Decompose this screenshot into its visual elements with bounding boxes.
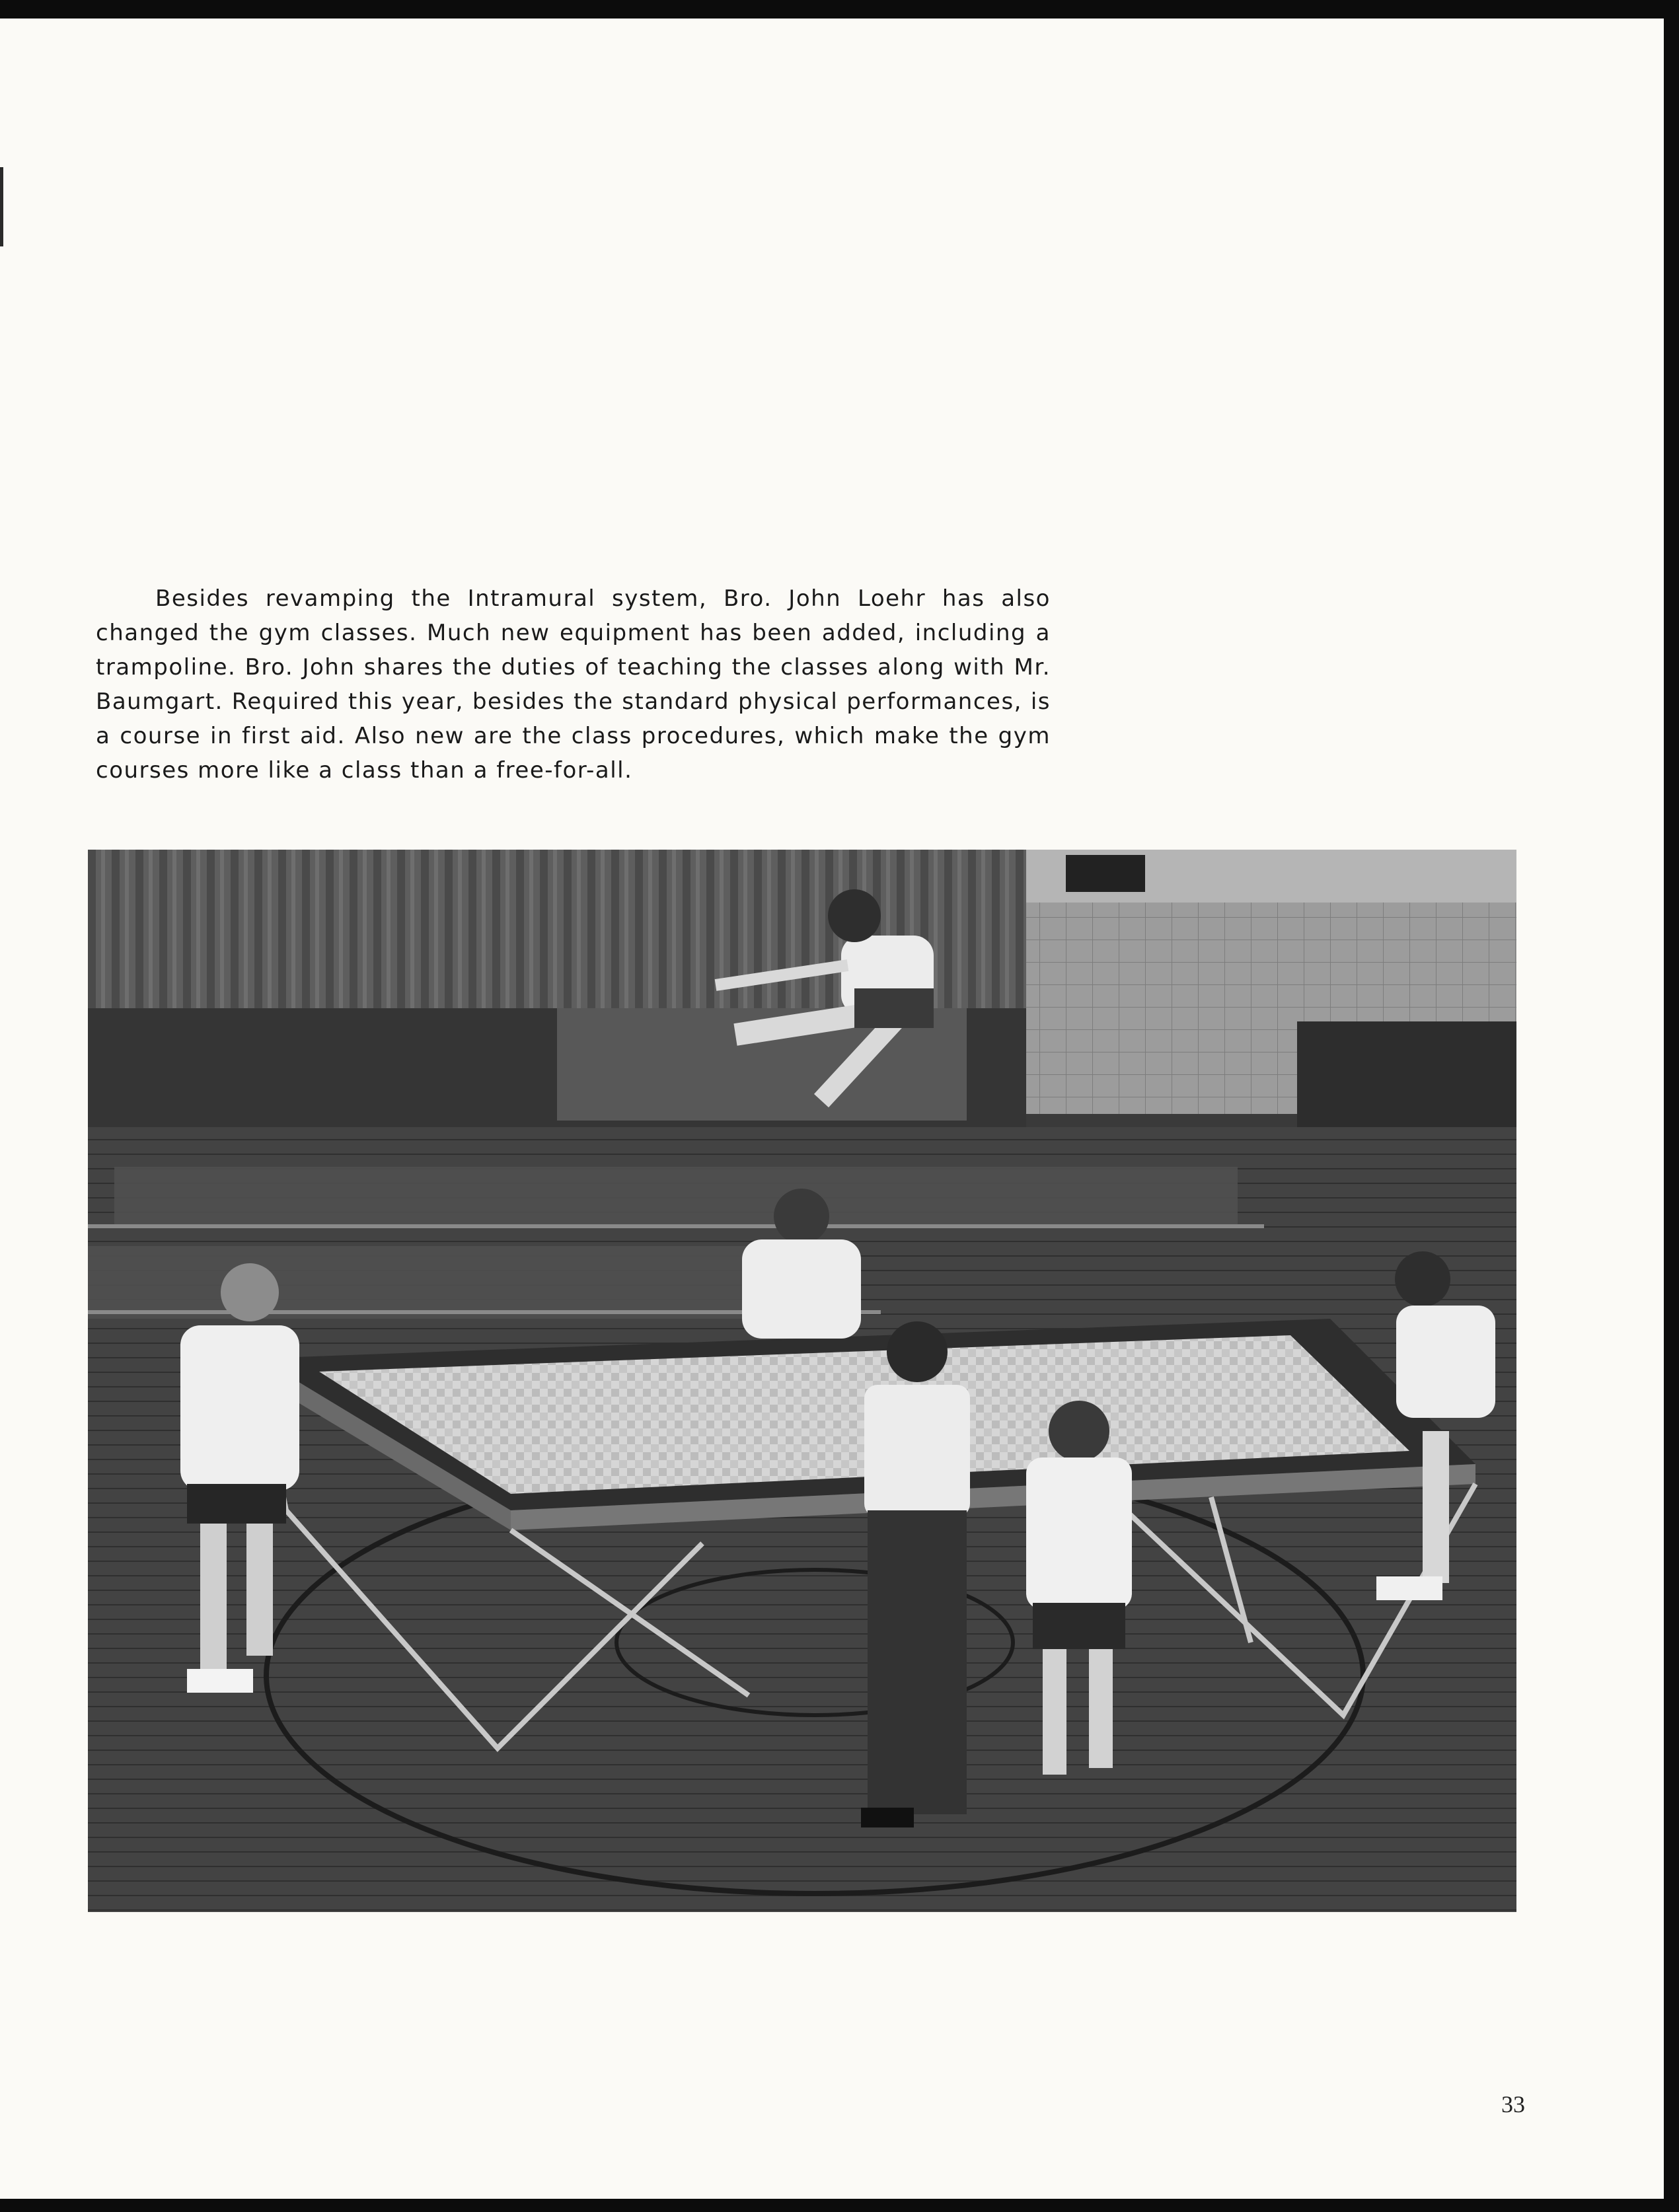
page-number: 33 — [1501, 2091, 1525, 2118]
trampoline-photo — [88, 850, 1516, 1912]
binding-mark — [0, 167, 3, 246]
teacher — [861, 1321, 970, 1827]
caption-paragraph — [96, 581, 1051, 788]
caption-text: Besides revamping the Intramural system, Bro. John Loehr has also changed the gym classes. Much new equipment has been added, including a trampoline. Bro. John shares the duties of teaching the classes along with Mr. Baumgart. Required this year, besides the standard physical performances, is a course in first aid. Also new are the class procedures, which make the gym courses more like a class than a free-for-all. — [96, 585, 1051, 784]
yearbook-page — [0, 18, 1664, 2199]
